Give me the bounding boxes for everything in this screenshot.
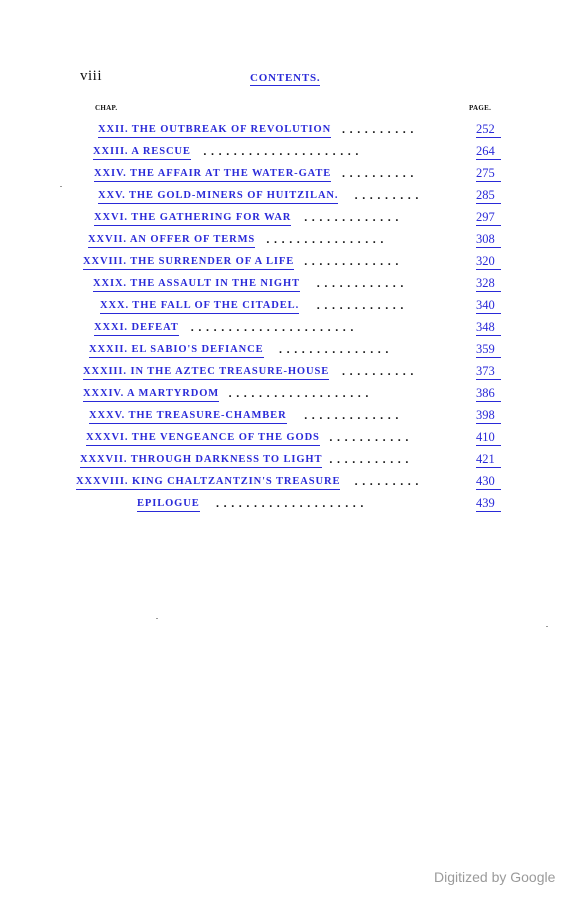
dot-leader: ...........: [329, 452, 413, 466]
dot-leader: ...................: [228, 386, 373, 400]
toc-entry-link[interactable]: XXXI. DEFEAT: [94, 321, 179, 336]
toc-entry[interactable]: [0, 453, 575, 473]
toc-entry-link[interactable]: XXVIII. THE SURRENDER OF A LIFE: [83, 255, 294, 270]
digitized-watermark: Digitized by Google: [434, 869, 556, 885]
toc-page-number[interactable]: 430: [476, 474, 501, 490]
dot-leader: ................: [266, 232, 388, 246]
toc-page-number[interactable]: 297: [476, 210, 501, 226]
dot-leader: .........: [354, 474, 423, 488]
toc-page-number[interactable]: 439: [476, 496, 501, 512]
toc-page-number[interactable]: 340: [476, 298, 501, 314]
toc-entry-link[interactable]: XXIV. THE AFFAIR AT THE WATER-GATE: [94, 167, 331, 182]
toc-entry[interactable]: [0, 145, 575, 165]
toc-entry-link[interactable]: XXII. THE OUTBREAK OF REVOLUTION: [98, 123, 331, 138]
toc-page-number[interactable]: 373: [476, 364, 501, 380]
toc-page-number[interactable]: 320: [476, 254, 501, 270]
dot-leader: ............: [316, 298, 408, 312]
toc-page-number[interactable]: 252: [476, 122, 501, 138]
toc-page-number[interactable]: 421: [476, 452, 501, 468]
toc-page-number[interactable]: 386: [476, 386, 501, 402]
dot-leader: ............: [316, 276, 408, 290]
toc-entry[interactable]: [0, 343, 575, 363]
toc-entry-link[interactable]: XXV. THE GOLD-MINERS OF HUITZILAN.: [98, 189, 338, 204]
toc-entry[interactable]: [0, 167, 575, 187]
chap-column-heading: CHAP.: [95, 104, 118, 112]
toc-entry[interactable]: [0, 409, 575, 429]
dot-leader: ...........: [329, 430, 413, 444]
toc-entry[interactable]: [0, 497, 575, 517]
toc-entry[interactable]: [0, 233, 575, 253]
toc-entry[interactable]: [0, 387, 575, 407]
dot-leader: .........: [354, 188, 423, 202]
toc-page-number[interactable]: 410: [476, 430, 501, 446]
toc-entry-link[interactable]: XXXVII. THROUGH DARKNESS TO LIGHT: [80, 453, 322, 468]
toc-entry-link[interactable]: XXIX. THE ASSAULT IN THE NIGHT: [93, 277, 300, 292]
toc-page-number[interactable]: 398: [476, 408, 501, 424]
toc-entry-link[interactable]: XXIII. A RESCUE: [93, 145, 191, 160]
toc-page-number[interactable]: 275: [476, 166, 501, 182]
scan-speck: [60, 186, 62, 187]
toc-entry[interactable]: [0, 431, 575, 451]
page-column-heading: PAGE.: [469, 104, 492, 112]
toc-entry-link[interactable]: XXVI. THE GATHERING FOR WAR: [94, 211, 291, 226]
toc-entry-link[interactable]: XXXVIII. KING CHALTZANTZIN'S TREASURE: [76, 475, 340, 490]
dot-leader: ...............: [279, 342, 393, 356]
toc-entry[interactable]: [0, 277, 575, 297]
toc-page-number[interactable]: 264: [476, 144, 501, 160]
dot-leader: ......................: [190, 320, 358, 334]
toc-entry-link[interactable]: XXXV. THE TREASURE-CHAMBER: [89, 409, 287, 424]
toc-entry-link[interactable]: XXX. THE FALL OF THE CITADEL.: [100, 299, 299, 314]
dot-leader: .............: [304, 408, 403, 422]
dot-leader: .....................: [203, 144, 363, 158]
toc-entry-link[interactable]: XXXII. EL SABIO'S DEFIANCE: [89, 343, 264, 358]
toc-page-number[interactable]: 308: [476, 232, 501, 248]
toc-entry[interactable]: [0, 321, 575, 341]
running-head[interactable]: CONTENTS.: [250, 72, 321, 84]
toc-entry-link[interactable]: EPILOGUE: [137, 497, 200, 512]
dot-leader: ....................: [216, 496, 368, 510]
toc-page-number[interactable]: 348: [476, 320, 501, 336]
scan-speck: [156, 618, 158, 619]
toc-entry[interactable]: [0, 211, 575, 231]
toc-entry-link[interactable]: XXXIV. A MARTYRDOM: [83, 387, 219, 402]
toc-page-number[interactable]: 328: [476, 276, 501, 292]
dot-leader: ..........: [342, 166, 418, 180]
toc-entry-link[interactable]: XXXVI. THE VENGEANCE OF THE GODS: [86, 431, 320, 446]
toc-entry-link[interactable]: XXXIII. IN THE AZTEC TREASURE-HOUSE: [83, 365, 329, 380]
toc-entry[interactable]: [0, 299, 575, 319]
toc-page-number[interactable]: 359: [476, 342, 501, 358]
folio-number: viii: [80, 68, 103, 84]
dot-leader: ..........: [342, 122, 418, 136]
dot-leader: .............: [304, 210, 403, 224]
toc-entry[interactable]: [0, 365, 575, 385]
toc-page-number[interactable]: 285: [476, 188, 501, 204]
scan-speck: [546, 626, 548, 627]
dot-leader: .............: [304, 254, 403, 268]
dot-leader: ..........: [342, 364, 418, 378]
toc-entry[interactable]: [0, 123, 575, 143]
toc-entry-link[interactable]: XXVII. AN OFFER OF TERMS: [88, 233, 255, 248]
toc-entry[interactable]: [0, 255, 575, 275]
toc-entry[interactable]: [0, 189, 575, 209]
toc-entry[interactable]: [0, 475, 575, 495]
